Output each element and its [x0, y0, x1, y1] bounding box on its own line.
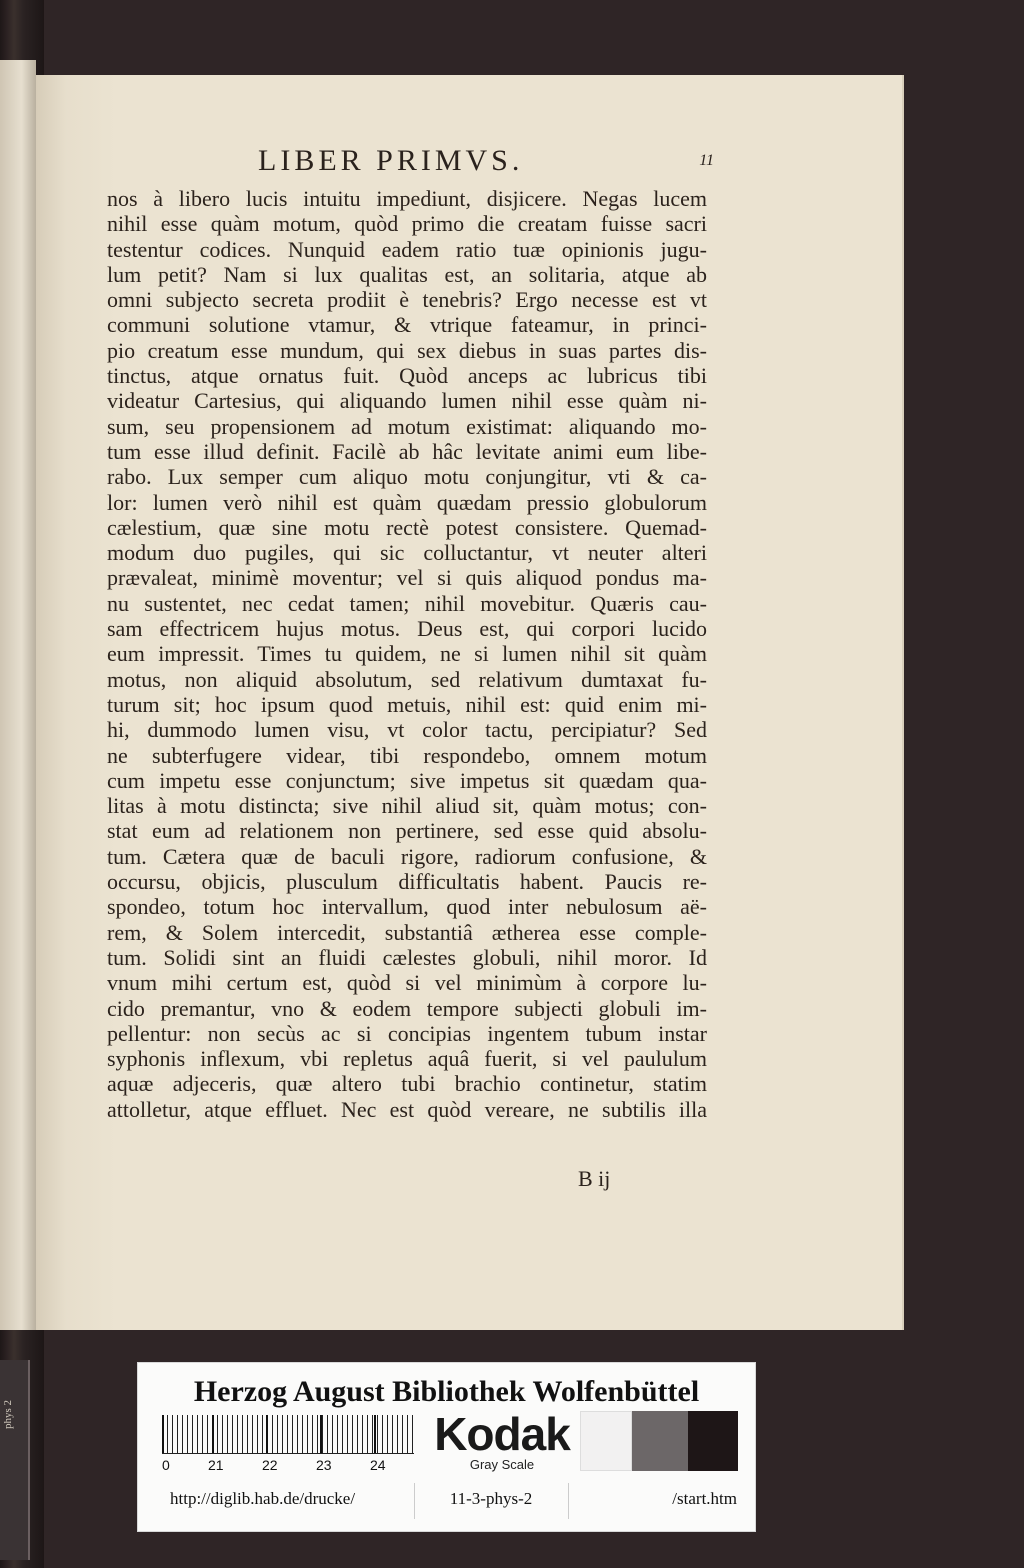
text-line: tum. Solidi sint an fluidi cælestes globuli, nihil moror. Id	[107, 944, 707, 970]
text-line: nihil esse quàm motum, quòd primo die creatam fuisse sacri	[107, 211, 707, 237]
item-id: 11-3-phys-2	[449, 1489, 533, 1508]
text-line: ne subterfugere videar, tibi respondebo, omnem motum	[107, 742, 707, 768]
text-line: modum duo pugiles, qui sic colluctantur, vt neuter alteri	[107, 540, 707, 566]
text-line: eum impressit. Times tu quidem, ne si lumen nihil sit quàm	[107, 641, 707, 667]
spine-label	[0, 1360, 30, 1560]
text-line: hi, dummodo lumen visu, vt color tactu, percipiatur? Sed	[107, 717, 707, 743]
text-line: cælestium, quæ sine motu rectè potest consistere. Quemad-	[107, 514, 707, 540]
page-number: 11	[699, 152, 714, 169]
library-url: http://diglib.hab.de/drucke/	[170, 1489, 356, 1508]
ruler-ticks	[162, 1415, 414, 1454]
text-line: spondeo, totum hoc intervallum, quod inter nebulosum aë-	[107, 894, 707, 920]
ruler-major-tick	[212, 1415, 214, 1453]
body-text	[107, 186, 707, 1122]
text-line: litas à motu distincta; sive nihil aliud sit, quàm motus; con-	[107, 793, 707, 819]
library-name: Herzog August Bibliothek Wolfenbüttel	[193, 1375, 700, 1408]
text-line: lor: lumen verò nihil est quàm quædam pressio globulorum	[107, 489, 707, 515]
text-line: turum sit; hoc ipsum quod metuis, nihil est: quid enim mi-	[107, 691, 707, 717]
text-line: sam effectricem hujus motus. Deus est, qui corpori lucido	[107, 616, 707, 642]
text-line: sum, seu propensionem ad motum existimat: aliquando mo-	[107, 413, 707, 439]
text-line: aquæ adjeceris, quæ altero tubi brachio continetur, statim	[107, 1071, 707, 1097]
ruler-number: 0	[162, 1457, 170, 1473]
text-line: motus, non aliquid absolutum, sed relativum dumtaxat fu-	[107, 666, 707, 692]
text-line: cido premantur, vno & eodem tempore subjecti globuli im-	[107, 995, 707, 1021]
spine-label-text: phys 2	[2, 1400, 14, 1430]
ruler-number: 21	[208, 1457, 224, 1473]
card-divider	[414, 1483, 415, 1519]
ruler-major-tick	[162, 1415, 164, 1453]
text-line: omni subjecto secreta prodiit è tenebris? Ergo necesse est vt	[107, 287, 707, 313]
text-line: stat eum ad relationem non pertinere, sed esse quid absolu-	[107, 818, 707, 844]
text-line: rem, & Solem intercedit, substantiâ ætherea esse comple-	[107, 919, 707, 945]
card-divider	[568, 1483, 569, 1519]
text-line: cum impetu esse conjunctum; sive impetus sit quædam qua-	[107, 767, 707, 793]
swatch-gray	[632, 1411, 688, 1471]
ruler-number: 23	[316, 1457, 332, 1473]
start-page-path: /start.htm	[672, 1489, 737, 1508]
scale-ruler	[162, 1415, 414, 1473]
text-line: occursu, objicis, plusculum difficultatis habent. Paucis re-	[107, 869, 707, 895]
running-head: LIBER PRIMVS.	[258, 144, 524, 177]
ruler-numbers	[162, 1457, 414, 1475]
text-line: videatur Cartesius, qui aliquando lumen nihil esse quàm ni-	[107, 388, 707, 414]
swatch-white	[580, 1411, 632, 1471]
gray-swatches	[580, 1411, 740, 1471]
left-page-stack	[0, 60, 36, 1330]
text-line: pellentur: non secùs ac si concipias ingentem tubum instar	[107, 1020, 707, 1046]
swatch-black	[688, 1411, 738, 1471]
text-line: communi solutione vtamur, & vtrique fateamur, in princi-	[107, 312, 707, 338]
ruler-number: 24	[370, 1457, 386, 1473]
text-line: tum. Cætera quæ de baculi rigore, radiorum confusione, &	[107, 843, 707, 869]
text-line: prævaleat, minimè moventur; vel si quis aliquod pondus ma-	[107, 565, 707, 591]
page-header	[258, 144, 728, 184]
ruler-number: 22	[262, 1457, 278, 1473]
signature-mark: B ij	[578, 1166, 611, 1191]
text-line: attolletur, atque effluet. Nec est quòd vereare, ne subtilis illa	[107, 1096, 707, 1122]
ruler-major-tick	[320, 1415, 322, 1453]
text-line: nu sustentet, nec cedat tamen; nihil movebitur. Quæris cau-	[107, 590, 707, 616]
text-line: tum esse illud definit. Facilè ab hâc levitate animi eum libe-	[107, 438, 707, 464]
kodak-logo: Kodak	[434, 1408, 570, 1460]
ruler-major-tick	[374, 1415, 376, 1453]
text-line: vnum mihi certum est, quòd si vel minimùm à corpore lu-	[107, 970, 707, 996]
ruler-major-tick	[266, 1415, 268, 1453]
text-line: tinctus, atque ornatus fuit. Quòd anceps ac lubricus tibi	[107, 363, 707, 389]
text-line: pio creatum esse mundum, qui sex diebus in suas partes dis-	[107, 337, 707, 363]
text-line: lum petit? Nam si lux qualitas est, an solitaria, atque ab	[107, 261, 707, 287]
text-line: testentur codices. Nunquid eadem ratio tuæ opinionis jugu-	[107, 236, 707, 262]
text-line: nos à libero lucis intuitu impediunt, disjicere. Negas lucem	[107, 186, 707, 211]
library-color-card	[137, 1362, 756, 1532]
text-line: syphonis inflexum, vbi repletus aquâ fuerit, si vel paululum	[107, 1046, 707, 1072]
text-line: rabo. Lux semper cum aliquo motu conjungitur, vti & ca-	[107, 464, 707, 490]
gray-scale-caption: Gray Scale	[469, 1457, 535, 1472]
